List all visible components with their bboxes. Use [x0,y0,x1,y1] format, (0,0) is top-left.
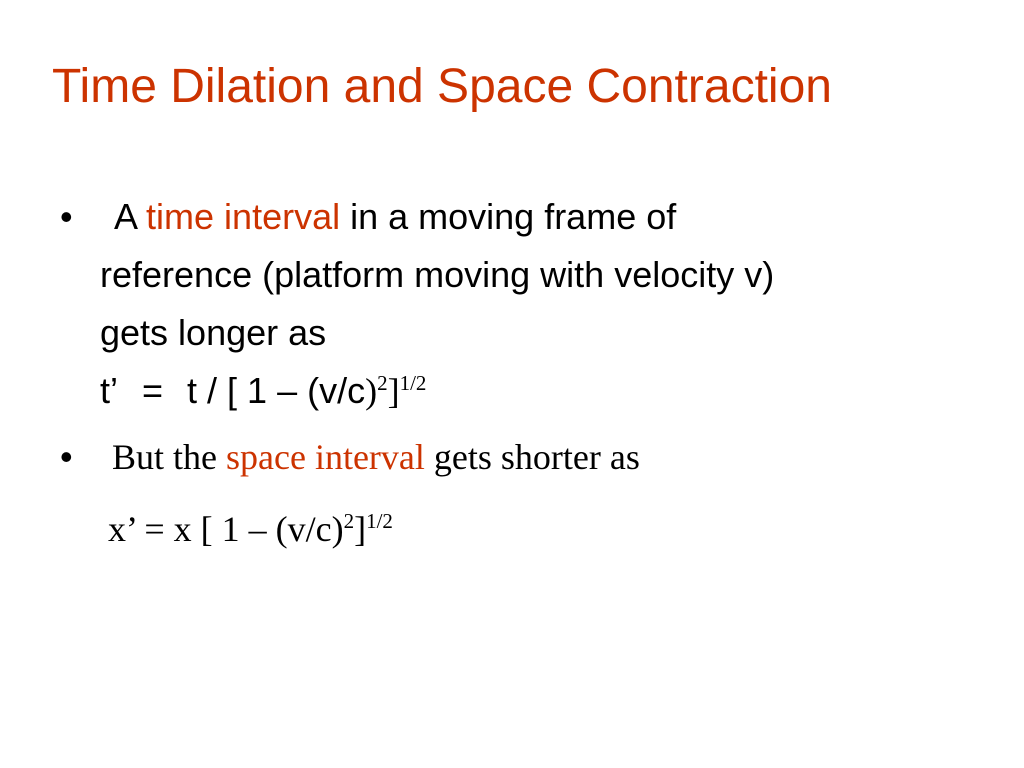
bullet-text [112,428,640,486]
time-interval-term: time interval [146,196,341,237]
bullet-line-2: reference (platform moving with velocity v) [100,254,775,295]
formula-exponent-2: 2 [377,371,388,395]
formula-rhs: t / [ 1 – (v/c [187,370,366,411]
formula-exponent-half: 1/2 [366,509,393,533]
bullet-prefix: A [114,196,147,237]
formula-lhs: t’ [100,370,118,411]
formula-bracket: ] [387,371,400,411]
bullet-icon: • [60,196,73,237]
formula-text: x’ = x [ 1 – (v/c) [108,509,344,549]
space-interval-term: space interval [226,437,425,477]
bullet-icon: • [60,436,73,477]
formula-equals: = [142,370,164,411]
formula-bracket: ] [354,509,367,549]
formula-exponent-2: 2 [343,509,355,533]
bullet-line-1-rest: in a moving frame of [340,196,677,237]
formula-close-paren: ) [365,371,378,411]
bullet-text [100,188,980,362]
bullet-rest: gets shorter as [424,437,640,477]
bullet-line-3: gets longer as [100,312,327,353]
formula-exponent-half: 1/2 [399,371,427,395]
bullet-line-1 [114,188,980,246]
space-contraction-formula [108,500,393,558]
bullet-prefix: But the [112,437,226,477]
time-dilation-formula [100,362,426,420]
slide-title: Time Dilation and Space Contraction [52,60,832,113]
